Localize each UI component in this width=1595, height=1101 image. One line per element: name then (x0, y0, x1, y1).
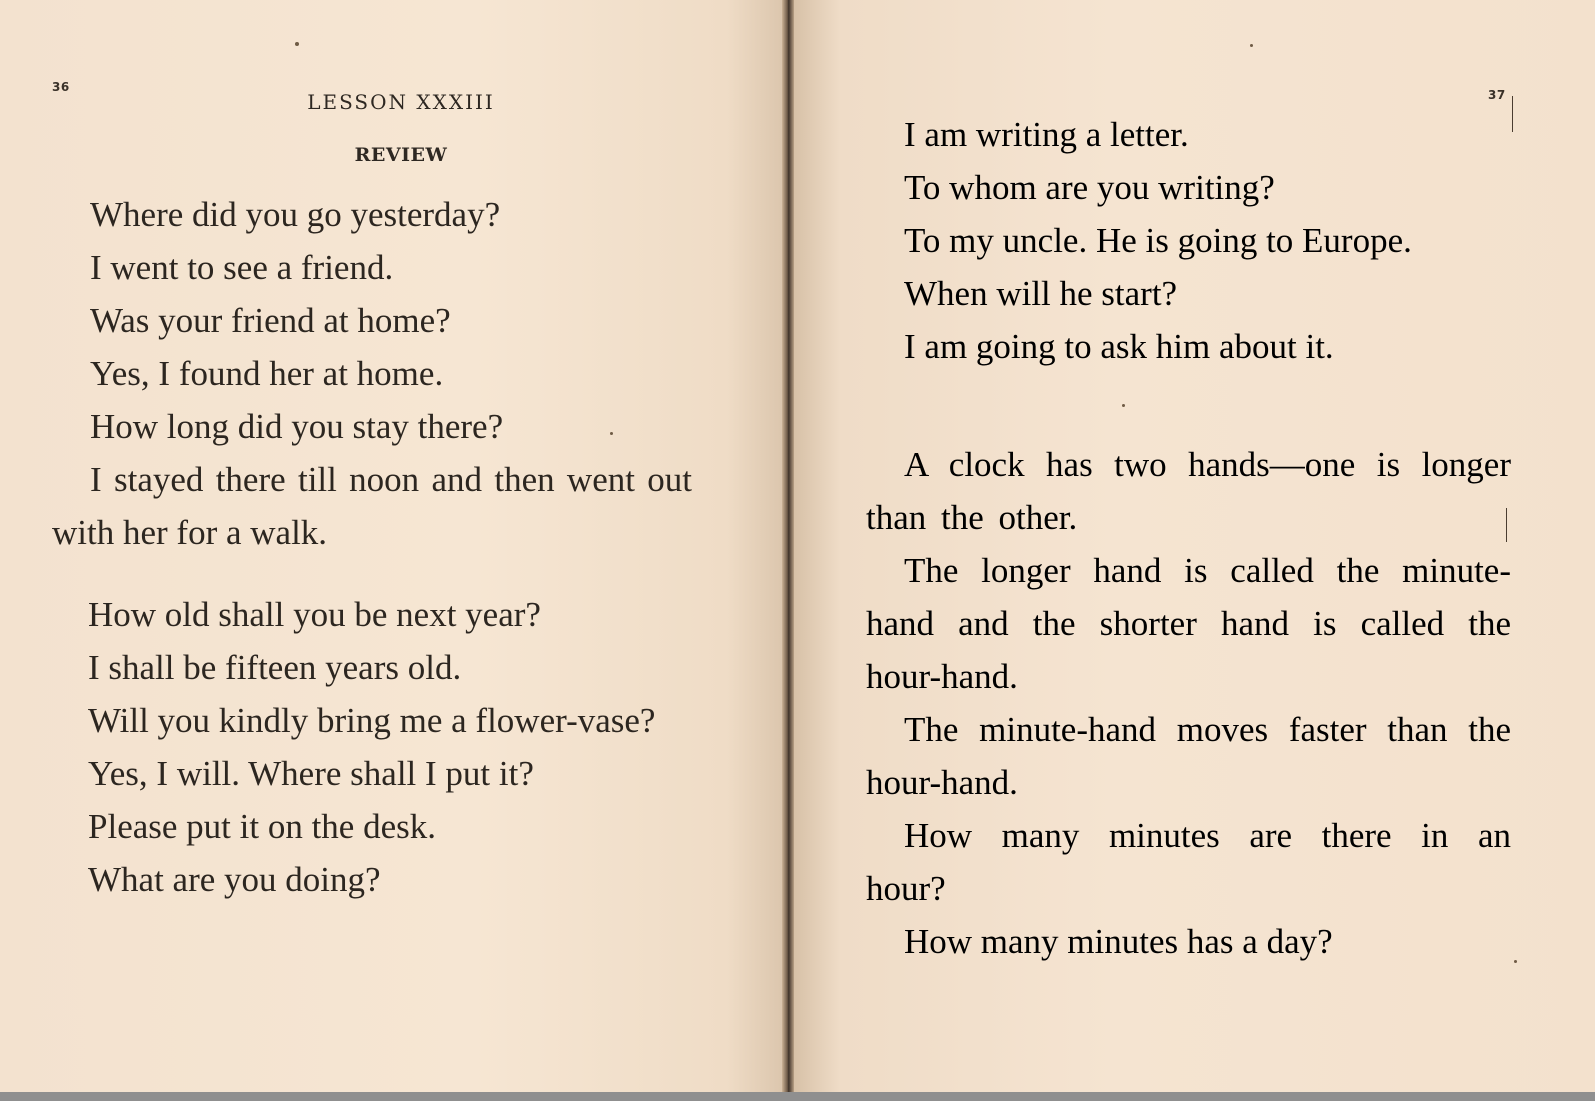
page-number-right: 37 (1488, 88, 1506, 102)
paragraph: I went to see a friend. (90, 248, 394, 287)
page-number-left: 36 (52, 80, 70, 94)
paragraph: The longer hand is called the minute-hand and the shorter hand is called the hour-hand. (866, 551, 1511, 696)
left-text-block-1 (52, 188, 692, 559)
paragraph: Yes, I will. Where shall I put it? (88, 754, 534, 793)
paragraph: I shall be fifteen years old. (88, 648, 462, 687)
scan-bottom-edge (0, 1092, 1595, 1101)
paragraph: Where did you go yesterday? (90, 195, 501, 234)
paragraph: What are you doing? (88, 860, 381, 899)
paragraph: A clock has two hands—one is longer than the other. (866, 445, 1511, 537)
paragraph: Will you kindly bring me a flower-vase? (88, 701, 656, 740)
paragraph: Yes, I found her at home. (90, 354, 444, 393)
paragraph: How long did you stay there? (90, 407, 504, 446)
right-text-block-2 (866, 438, 1511, 968)
paragraph: I am going to ask him about it. (904, 327, 1334, 366)
lesson-title: LESSON XXXIII (307, 90, 495, 114)
paper-speck (295, 42, 299, 46)
paragraph: When will he start? (904, 274, 1178, 313)
paper-speck (1514, 960, 1517, 963)
paragraph: How old shall you be next year? (88, 595, 541, 634)
left-page (0, 0, 790, 1096)
paper-speck (610, 432, 613, 435)
paragraph: To whom are you writing? (904, 168, 1275, 207)
paragraph: I am writing a letter. (904, 115, 1189, 154)
paragraph: To my uncle. He is going to Europe. (904, 221, 1412, 260)
lesson-subtitle: REVIEW (354, 144, 448, 166)
book-gutter (782, 0, 794, 1096)
left-text-block-2 (50, 588, 695, 906)
paragraph: How many minutes has a day? (904, 922, 1333, 961)
paragraph: How many minutes are there in an hour? (866, 816, 1511, 908)
paragraph: I stayed there till noon and then went out with her for a walk. (52, 460, 692, 552)
paragraph: Was your friend at home? (90, 301, 451, 340)
paragraph: Please put it on the desk. (88, 807, 437, 846)
paper-speck (1250, 44, 1253, 47)
right-text-block-1 (866, 108, 1516, 373)
paper-speck (1122, 404, 1125, 407)
paragraph: The minute-hand moves faster than the hour-hand. (866, 710, 1511, 802)
